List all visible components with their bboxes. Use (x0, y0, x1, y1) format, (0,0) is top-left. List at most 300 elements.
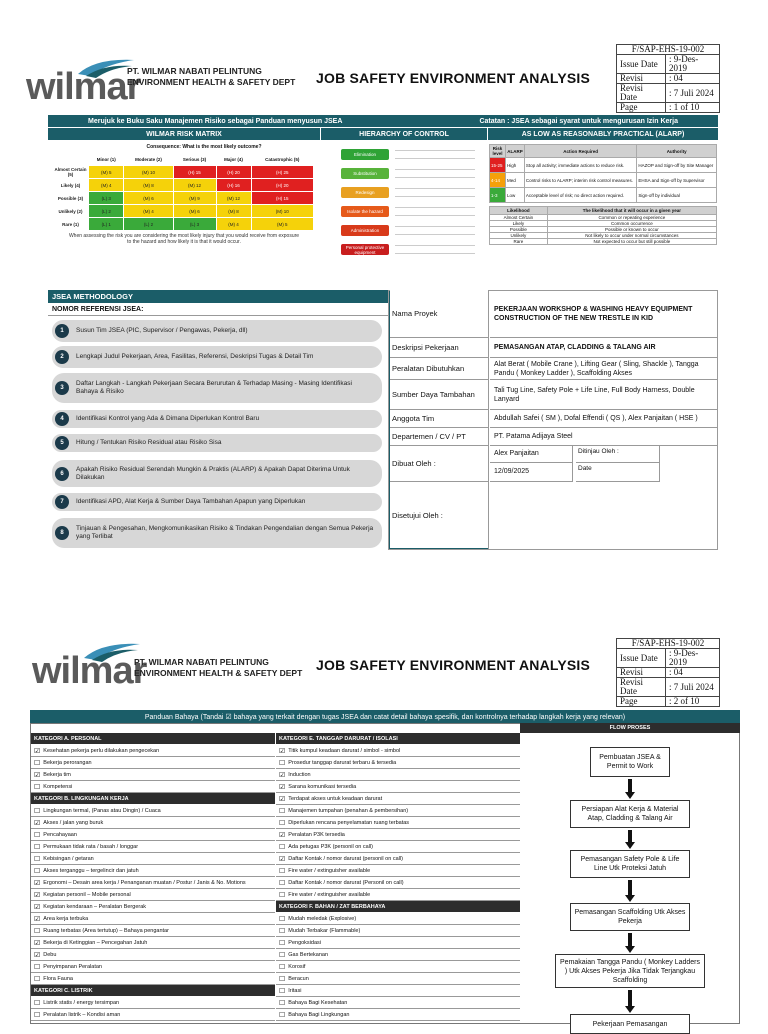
matrix-caption: Consequence: What is the most likely outcome? (146, 144, 262, 150)
hazard-checkbox[interactable]: ☐ (34, 866, 41, 875)
step-number: 5 (55, 436, 69, 450)
likelihood-header: The likelihood that it will occur in a given year (547, 207, 716, 215)
hazard-label: Bahaya Bagi Kesehatan (288, 999, 348, 1006)
matrix-footer: When assessing the risk you are considering the most likely injury that you would receive from exposure to the hazard and how likely it is that it would occur. (68, 233, 300, 245)
hazard-label: Debu (43, 951, 57, 958)
hazard-label: Pengoksidasi (288, 939, 321, 946)
matrix-cell: (M) 4 (124, 205, 173, 218)
matrix-header: WILMAR RISK MATRIX (48, 128, 320, 140)
matrix-cell: (H) 25 (251, 166, 313, 179)
hazard-item (276, 937, 520, 949)
matrix-row-label: Unlikely (2) (53, 205, 89, 218)
hazard-label: Penyimpanan Peralatan (43, 963, 102, 970)
hazard-label: Peralatan listrik – Kondisi aman (43, 1011, 121, 1018)
hazard-checkbox[interactable]: ☐ (279, 926, 286, 935)
hazard-checkbox[interactable]: ☐ (34, 842, 41, 851)
company-name: PT. WILMAR NABATI PELINTUNG (127, 66, 262, 76)
dibuat-label: Dibuat Oleh : (390, 446, 488, 482)
matrix-col-header: Major (4) (216, 153, 251, 166)
step-number: 1 (55, 324, 69, 338)
hazard-checkbox[interactable]: ☐ (34, 926, 41, 935)
flow-step: Pemakaian Tangga Pandu ( Monkey Ladders ) Utk Akses Pekerja Jika Tidak Terjangkau Scaffolding (555, 954, 705, 988)
matrix-row-label: Rare (1) (53, 218, 89, 231)
wilmar-logo: wilmar (30, 640, 130, 684)
document-title: JOB SAFETY ENVIRONMENT ANALYSIS (316, 70, 591, 86)
hazard-label: Daftar Kontak / nomor darurat (personil on call) (288, 855, 403, 862)
doc-value: : 9-Des-2019 (666, 55, 720, 74)
methodology-step (52, 410, 382, 428)
date-label: Date (576, 463, 660, 482)
alarp-cell: Control risks to ALARP; interim risk control measures. (524, 173, 636, 188)
hazard-label: Kegiatan personil – Mobile personal (43, 891, 131, 898)
hazard-checkbox[interactable]: ☐ (34, 854, 41, 863)
hazard-label: Pencahayaan (43, 831, 77, 838)
step-number: 6 (55, 467, 69, 481)
alarp-header: AS LOW AS REASONABLY PRACTICAL (ALARP) (488, 128, 718, 140)
likelihood-cell: Not expected to occur but still possible (547, 239, 716, 245)
hazard-label: Kegiatan kendaraan – Peralatan Bergerak (43, 903, 147, 910)
methodology-step (52, 493, 382, 511)
hazard-item (31, 889, 275, 901)
hazard-checkbox[interactable]: ☑ (34, 818, 41, 827)
hazard-label: Bahaya Bagi Lingkungan (288, 1011, 350, 1018)
hazard-item (276, 841, 520, 853)
hazard-checkbox[interactable]: ☐ (34, 782, 41, 791)
matrix-table (52, 152, 314, 231)
alarp-col-header: Action Required (524, 145, 636, 158)
hazard-item (276, 793, 520, 805)
hazard-item (276, 973, 520, 985)
likelihood-cell: Possible or known to occur (547, 227, 716, 233)
category-header: KATEGORI C. LISTRIK (31, 985, 275, 996)
nama_proyek-label: Nama Proyek (390, 290, 488, 338)
risk-matrix (48, 141, 320, 265)
flow-arrowhead-icon (625, 842, 635, 849)
matrix-cell: (L) 1 (89, 218, 124, 231)
step-number: 2 (55, 350, 69, 364)
hazard-checkbox[interactable]: ☐ (279, 998, 286, 1007)
flow-arrow-icon (628, 830, 632, 842)
likelihood-cell: Common occurrence (547, 221, 716, 227)
hierarchy-level: Personal protective equipment (341, 244, 389, 255)
hazard-label: Lingkungan termal, (Panas atau Dingin) / Cuaca (43, 807, 161, 814)
hazard-label: Peralatan P3K tersedia (288, 831, 345, 838)
hazard-item (31, 1009, 275, 1021)
alarp-panel (488, 141, 718, 265)
hazard-label: Flora Fauna (43, 975, 73, 982)
flow-step: Pembuatan JSEA & Permit to Work (590, 747, 670, 777)
hazard-item (31, 757, 275, 769)
hazard-item (276, 1009, 520, 1021)
hazard-checkbox[interactable]: ☐ (34, 962, 41, 971)
likelihood-header: Likelihood (490, 207, 548, 215)
banner-right: Catatan : JSEA sebagai syarat untuk mengurusan Izin Kerja (479, 117, 678, 125)
hazard-checkbox[interactable]: ☐ (279, 866, 286, 875)
hazard-label: Area kerja terbuka (43, 915, 89, 922)
hazard-checkbox[interactable]: ☑ (34, 890, 41, 899)
hazard-checkbox[interactable]: ☑ (279, 854, 286, 863)
step-text: Identifikasi APD, Alat Kerja & Sumber Daya Tambahan Apapun yang Diperlukan (76, 498, 306, 505)
matrix-cell: (M) 12 (216, 192, 251, 205)
hazard-checkbox[interactable]: ☑ (34, 950, 41, 959)
methodology-step (52, 320, 382, 342)
hazard-checkbox[interactable]: ☑ (34, 746, 41, 755)
hazard-label: Bekerja di Ketinggian – Pencegahan Jatuh (43, 939, 148, 946)
likelihood-cell: Likely (490, 221, 548, 227)
hazard-item (276, 949, 520, 961)
matrix-cell: (H) 15 (251, 192, 313, 205)
alarp-cell: Low (506, 188, 525, 203)
alarp-cell: High (506, 158, 525, 173)
alarp-cell: Stop all activity; immediate actions to reduce risk. (524, 158, 636, 173)
hazard-label: Titik kumpul keadaan darurat / simbol - simbol (288, 747, 401, 754)
hazard-label: Beracun (288, 975, 309, 982)
reference-banner (48, 115, 718, 127)
doc-value: : 2 of 10 (666, 697, 720, 707)
matrix-cell: (M) 5 (251, 218, 313, 231)
hazard-checkbox[interactable]: ☐ (34, 1010, 41, 1019)
hazard-checkbox[interactable]: ☐ (34, 758, 41, 767)
hazard-label: Fire water / extinguisher available (288, 891, 371, 898)
hazard-checkbox[interactable]: ☐ (279, 890, 286, 899)
hazard-checkbox[interactable]: ☑ (34, 938, 41, 947)
hazard-item (31, 901, 275, 913)
matrix-cell: (H) 16 (216, 179, 251, 192)
sumber-value: Tali Tug Line, Safety Pole + Life Line, Full Body Harness, Double Lanyard (490, 380, 717, 410)
hazard-label: Kebisingan / getaran (43, 855, 94, 862)
hazard-checkbox[interactable]: ☑ (34, 902, 41, 911)
hazard-item (31, 805, 275, 817)
alarp-col-header: Risk level (490, 145, 506, 158)
matrix-col-header: Serious (3) (173, 153, 216, 166)
flow-step: Pemasangan Scaffolding Utk Akses Pekerja (570, 903, 690, 931)
hazard-label: Diperlukan rencana penyelamatan ruang terbatas (288, 819, 410, 826)
alarp-table (489, 144, 717, 203)
hazard-label: Terdapat akses untuk keadaan darurat (288, 795, 383, 802)
hazard-item (276, 769, 520, 781)
document-title: JOB SAFETY ENVIRONMENT ANALYSIS (316, 657, 591, 673)
flow-step: Pemasangan Safety Pole & Life Line Utk Proteksi Jatuh (570, 850, 690, 878)
hazard-label: Bekerja tim (43, 771, 71, 778)
doc-label: Page (617, 697, 666, 707)
likelihood-table (489, 206, 717, 245)
alarp-cell: Sign-off by individual (637, 188, 717, 203)
hazard-checkbox[interactable]: ☐ (279, 974, 286, 983)
alarp-cell: 4-14 (490, 173, 506, 188)
hazard-item (31, 817, 275, 829)
hazard-label: Sarana komunikasi tersedia (288, 783, 357, 790)
hazard-checkbox[interactable]: ☐ (279, 806, 286, 815)
step-text: Hitung / Tentukan Risiko Residual atau Risiko Sisa (76, 439, 222, 446)
hazard-item (31, 913, 275, 925)
matrix-cell: (H) 20 (251, 179, 313, 192)
hazard-item (276, 817, 520, 829)
matrix-cell: (L) 3 (89, 192, 124, 205)
flow-arrowhead-icon (625, 946, 635, 953)
peralatan-value: Alat Berat ( Mobile Crane ), Lifting Gear ( Sling, Shackle ), Tangga Pandu ( Monkey Ladder ), Scaffolding Akses (490, 358, 717, 380)
hazard-checkbox[interactable]: ☑ (34, 914, 41, 923)
hazard-guide-banner: Panduan Bahaya (Tandai ☑ bahaya yang terkait dengan tugas JSEA dan catat detail bahaya spesifik, dan kontrolnya terhadap langkah kerja yang relevan) (30, 710, 740, 723)
company-name: PT. WILMAR NABATI PELINTUNG (134, 657, 269, 667)
dibuat-date: 12/09/2025 (490, 463, 573, 482)
dept-label: Departemen / CV / PT (390, 428, 488, 446)
hazard-item (31, 973, 275, 985)
hazard-item (31, 745, 275, 757)
hazard-item (31, 961, 275, 973)
flow-arrowhead-icon (625, 792, 635, 799)
matrix-cell: (M) 12 (173, 179, 216, 192)
step-text: Daftar Langkah - Langkah Pekerjaan Secara Berurutan & Terhadap Masing - Masing Identifikasi Bahaya & Risiko (76, 380, 352, 395)
alarp-cell: 1-3 (490, 188, 506, 203)
hazard-label: Prosedur tanggap darurat terbaru & tersedia (288, 759, 397, 766)
matrix-row-label: Almost Certain (5) (54, 167, 87, 177)
step-text: Tinjauan & Pengesahan, Mengkomunikasikan Risiko & Tindakan Pengendalian dengan Semua Pekerja yang Terlibat (76, 525, 374, 540)
hazard-item (31, 829, 275, 841)
hazard-label: Fire water / extinguisher available (288, 867, 371, 874)
flow-arrowhead-icon (625, 895, 635, 902)
hazard-checkbox[interactable]: ☐ (34, 974, 41, 983)
step-text: Susun Tim JSEA (PIC, Supervisor / Pengawas, Pekerja, dll) (76, 327, 248, 334)
doc-value: : 04 (666, 74, 720, 84)
hazard-checkbox[interactable]: ☐ (279, 914, 286, 923)
hazard-item (276, 913, 520, 925)
hazard-label: Manajemen tumpahan (penahan & pembersihan) (288, 807, 409, 814)
alarp-cell: EHSA and Sign-off by Supervisor (637, 173, 717, 188)
alarp-cell: 15-25 (490, 158, 506, 173)
likelihood-cell: Possible (490, 227, 548, 233)
wilmar-logo: wilmar (24, 56, 124, 100)
category-header: KATEGORI E. TANGGAP DARURAT / ISOLASI (276, 733, 520, 744)
alarp-cell: Med (506, 173, 525, 188)
dept-value: PT. Patama Adijaya Steel (490, 428, 717, 446)
matrix-col-header: Moderate (2) (124, 153, 173, 166)
doc-value: : 7 Juli 2024 (666, 84, 720, 103)
anggota-value: Abdullah Safei ( SM ), Dofal Effendi ( QS ), Alex Panjaitan ( HSE ) (490, 410, 717, 428)
flow-arrow-icon (628, 880, 632, 895)
hazard-item (276, 985, 520, 997)
hazard-checkbox[interactable]: ☐ (34, 830, 41, 839)
department-name: ENVIRONMENT HEALTH & SAFETY DEPT (134, 668, 303, 678)
matrix-cell: (L) 2 (124, 218, 173, 231)
methodology-header: JSEA METHODOLOGY (48, 290, 388, 303)
matrix-cell: (M) 5 (89, 166, 124, 179)
peralatan-label: Peralatan Dibutuhkan (390, 358, 488, 380)
matrix-col-header: Minor (1) (89, 153, 124, 166)
hazard-label: Ruang terbatas (Area tertutup) – Bahaya pengantar (43, 927, 169, 934)
matrix-cell: (M) 6 (124, 192, 173, 205)
step-text: Apakah Risiko Residual Serendah Mungkin & Praktis (ALARP) & Apakah Dapat Diterima Untuk Dilakukan (76, 465, 350, 481)
hierarchy-level: Isolate the hazard (341, 206, 389, 217)
category-header: KATEGORI F. BAHAN / ZAT BERBAHAYA (276, 901, 520, 912)
hazard-checkbox[interactable]: ☐ (279, 842, 286, 851)
matrix-cell: (M) 10 (251, 205, 313, 218)
hazard-item (276, 745, 520, 757)
matrix-cell: (M) 4 (89, 179, 124, 192)
hazard-label: Akses terganggu – tergelincir dan jatuh (43, 867, 139, 874)
doc-label: Revisi (617, 668, 666, 678)
doc-label: Revisi Date (617, 84, 666, 103)
hazard-label: Gas Bertekanan (288, 951, 329, 958)
matrix-cell: (M) 9 (173, 192, 216, 205)
hazard-item (31, 781, 275, 793)
hazard-item (31, 841, 275, 853)
hazard-checkbox[interactable]: ☑ (34, 770, 41, 779)
alarp-col-header: ALARP (506, 145, 525, 158)
hierarchy-level: Redesign (341, 187, 389, 198)
alarp-cell: HAZOP and Sign-off by Site Manager (637, 158, 717, 173)
hazard-checkbox[interactable]: ☐ (279, 950, 286, 959)
doc-label: Revisi (617, 74, 666, 84)
hazard-checkbox[interactable]: ☑ (279, 746, 286, 755)
hazard-label: Kompetensi (43, 783, 73, 790)
step-number: 7 (55, 495, 69, 509)
likelihood-cell: Almost Certain (490, 215, 548, 221)
doc-info-table (616, 44, 720, 113)
hazard-item (276, 877, 520, 889)
alarp-cell: Acceptable level of risk; no direct action required. (524, 188, 636, 203)
banner-left: Merujuk ke Buku Saku Manajemen Risiko sebagai Panduan menyusun JSEA (88, 117, 343, 125)
step-text: Identifikasi Kontrol yang Ada & Dimana Diperlukan Kontrol Baru (76, 415, 260, 422)
dibuat-name: Alex Panjaitan (490, 446, 573, 463)
hazard-checkbox[interactable]: ☐ (34, 998, 41, 1007)
matrix-cell: (M) 8 (216, 205, 251, 218)
matrix-row-label: Possible (3) (53, 192, 89, 205)
matrix-cell: (H) 15 (173, 166, 216, 179)
hazard-label: Mudah Terbakar (Flammable) (288, 927, 361, 934)
doc-label: Issue Date (617, 649, 666, 668)
likelihood-cell: Unlikely (490, 233, 548, 239)
hazard-label: Listrik statis / energy tersimpan (43, 999, 120, 1006)
hazard-item (276, 925, 520, 937)
hierarchy-header: HIERARCHY OF CONTROL (321, 128, 487, 140)
hazard-label: Permukaan tidak rata / basah / longgar (43, 843, 139, 850)
methodology-step (52, 518, 382, 548)
hazard-checkbox[interactable]: ☑ (279, 782, 286, 791)
doc-info-table (616, 638, 720, 707)
doc-label: Revisi Date (617, 678, 666, 697)
department-name: ENVIRONMENT HEALTH & SAFETY DEPT (127, 77, 296, 87)
methodology-step (52, 434, 382, 452)
step-number: 8 (55, 526, 69, 540)
matrix-row-label: Likely (4) (53, 179, 89, 192)
deskripsi-label: Deskripsi Pekerjaan (390, 338, 488, 358)
flow-arrow-icon (628, 990, 632, 1006)
hazard-checkbox[interactable]: ☐ (279, 878, 286, 887)
hazard-checkbox[interactable]: ☑ (279, 830, 286, 839)
hazard-item (31, 865, 275, 877)
step-number: 3 (55, 381, 69, 395)
flow-arrow-icon (628, 933, 632, 946)
anggota-label: Anggota Tim (390, 410, 488, 428)
flow-step: Persiapan Alat Kerja & Material Atap, Cladding & Talang Air (570, 800, 690, 828)
likelihood-cell: Not likely to occur under normal circumstances (547, 233, 716, 239)
hazard-checkbox[interactable]: ☐ (34, 806, 41, 815)
methodology-step (52, 346, 382, 368)
hazard-label: Ergonomi – Desain area kerja / Penanganan muatan / Postur / Janis & No. Motions (43, 879, 246, 886)
hierarchy-level: Elimination (341, 149, 389, 160)
hazard-item (276, 757, 520, 769)
hazard-label: Iritasi (288, 987, 302, 994)
doc-label: Issue Date (617, 55, 666, 74)
hazard-label: Induction (288, 771, 311, 778)
hazard-item (31, 853, 275, 865)
hazard-checkbox[interactable]: ☑ (34, 878, 41, 887)
hazard-item (31, 877, 275, 889)
doc-code: F/SAP-EHS-19-002 (617, 639, 720, 649)
hierarchy-level: Administration (341, 225, 389, 236)
hazard-checkbox[interactable]: ☐ (279, 1010, 286, 1019)
hazard-item (31, 937, 275, 949)
hazard-item (31, 949, 275, 961)
hazard-item (276, 961, 520, 973)
matrix-cell: (M) 10 (124, 166, 173, 179)
matrix-cell: (M) 4 (216, 218, 251, 231)
doc-value: : 04 (666, 668, 720, 678)
flow-header: FLOW PROSES (520, 723, 740, 733)
ditinjau-label: Ditinjau Oleh : (576, 446, 660, 463)
hazard-label: Akses / jalan yang buruk (43, 819, 104, 826)
doc-value: : 9-Des-2019 (666, 649, 720, 668)
hazard-item (276, 997, 520, 1009)
disetujui-label: Disetujui Oleh : (390, 482, 488, 548)
matrix-cell: (L) 2 (89, 205, 124, 218)
hazard-item (276, 889, 520, 901)
hazard-item (276, 853, 520, 865)
flow-step: Pekerjaan Pemasangan (570, 1014, 690, 1034)
matrix-cell: (M) 8 (124, 179, 173, 192)
reference-number-label: NOMOR REFERENSI JSEA: (48, 303, 388, 316)
doc-value: : 1 of 10 (666, 103, 720, 113)
step-number: 4 (55, 412, 69, 426)
flow-arrow-icon (628, 779, 632, 792)
hazard-label: Daftar Kontak / nomor darurat (Personil on call) (288, 879, 404, 886)
doc-code: F/SAP-EHS-19-002 (617, 45, 720, 55)
nama-proyek-value: PEKERJAAN WORKSHOP & WASHING HEAVY EQUIPMENT CONSTRUCTION OF THE NEW TRESTLE IN KID (490, 290, 717, 338)
hazard-item (276, 865, 520, 877)
matrix-cell: (H) 20 (216, 166, 251, 179)
category-header: KATEGORI A. PERSONAL (31, 733, 275, 744)
hazard-item (31, 925, 275, 937)
hazard-checkbox[interactable]: ☐ (279, 938, 286, 947)
hazard-label: Ada petugas P3K (personil on call) (288, 843, 373, 850)
methodology-step (52, 460, 382, 487)
alarp-col-header: Authority (637, 145, 717, 158)
methodology-step (52, 373, 382, 403)
matrix-cell: (L) 3 (173, 218, 216, 231)
hazard-checkbox[interactable]: ☐ (279, 758, 286, 767)
sumber-label: Sumber Daya Tambahan (390, 380, 488, 410)
hazard-checkbox[interactable]: ☑ (279, 770, 286, 779)
hazard-item (276, 781, 520, 793)
hazard-checkbox[interactable]: ☐ (279, 818, 286, 827)
step-text: Lengkapi Judul Pekerjaan, Area, Fasilitas, Referensi, Deskripsi Tugas & Detail Tim (76, 353, 314, 360)
hazard-checkbox[interactable]: ☑ (279, 794, 286, 803)
deskripsi-value: PEMASANGAN ATAP, CLADDING & TALANG AIR (490, 338, 717, 358)
likelihood-cell: Common or repeating experience (547, 215, 716, 221)
flow-arrowhead-icon (625, 1006, 635, 1013)
hazard-checkbox[interactable]: ☐ (279, 962, 286, 971)
doc-value: : 7 Juli 2024 (666, 678, 720, 697)
hierarchy-level: Substitution (341, 168, 389, 179)
likelihood-cell: Rare (490, 239, 548, 245)
doc-label: Page (617, 103, 666, 113)
hazard-label: Mudah meledak (Explosive) (288, 915, 357, 922)
hazard-item (276, 829, 520, 841)
hierarchy-diagram (321, 141, 487, 265)
matrix-col-header: Catastrophic (5) (251, 153, 313, 166)
hazard-item (31, 769, 275, 781)
hazard-checkbox[interactable]: ☐ (279, 986, 286, 995)
